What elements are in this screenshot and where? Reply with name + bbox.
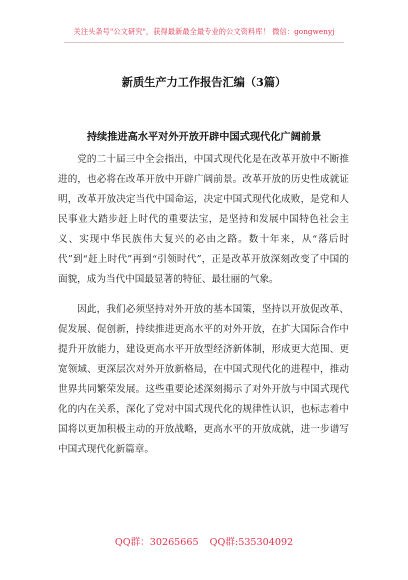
footer-contact (0, 534, 408, 548)
document-title: 新质生产力工作报告汇编（3篇） (121, 75, 287, 89)
footer-qq-group-2: QQ群:535304092 (209, 537, 294, 548)
section-title: 持续推进高水平对外开放开辟中国式现代化广阔前景 (86, 131, 322, 143)
footer-qq-group-1: QQ群：30265665 (114, 537, 199, 548)
body-text (58, 150, 349, 460)
header-divider (64, 42, 344, 43)
header-promo-note: 关注头条号"公文研究"，获得最新最全最专业的公文资料库！ 微信：gongwenyj (73, 27, 335, 36)
paragraph-1: 党的二十届三中全会指出，中国式现代化是在改革开放中不断推进的，也必将在改革开放中开辟广阔前景。改革开放的历史性成就证明，改革开放决定当代中国命运，决定中国式现代化成败，是党和人民事业大踏步赶上时代的重要法宝，是坚持和发展中国特色社会主义、实现中华民族伟大复兴的必由之路。数十年来，从“落后时代”到“赶上时代”再到“引领时代”，正是改革开放深刻改变了中国的面貌，成为当代中国最显著的特征、最壮丽的气象。 (58, 154, 349, 285)
paragraph-2: 因此，我们必须坚持对外开放的基本国策，坚持以开放促改革、促发展、促创新，持续推进更高水平的对外开放，在扩大国际合作中提升开放能力，建设更高水平开放型经济新体制，形成更大范围、更宽领域、更深层次对外开放新格局，在中国式现代化的进程中，推动世界共同繁荣发展。这些重要论述深刻揭示了对外开放与中国式现代化的内在关系，深化了党对中国式现代化的规律性认识，也标志着中国将以更加积极主动的开放战略，更高水平的开放成就，进一步谱写中国式现代化新篇章。 (58, 304, 349, 455)
